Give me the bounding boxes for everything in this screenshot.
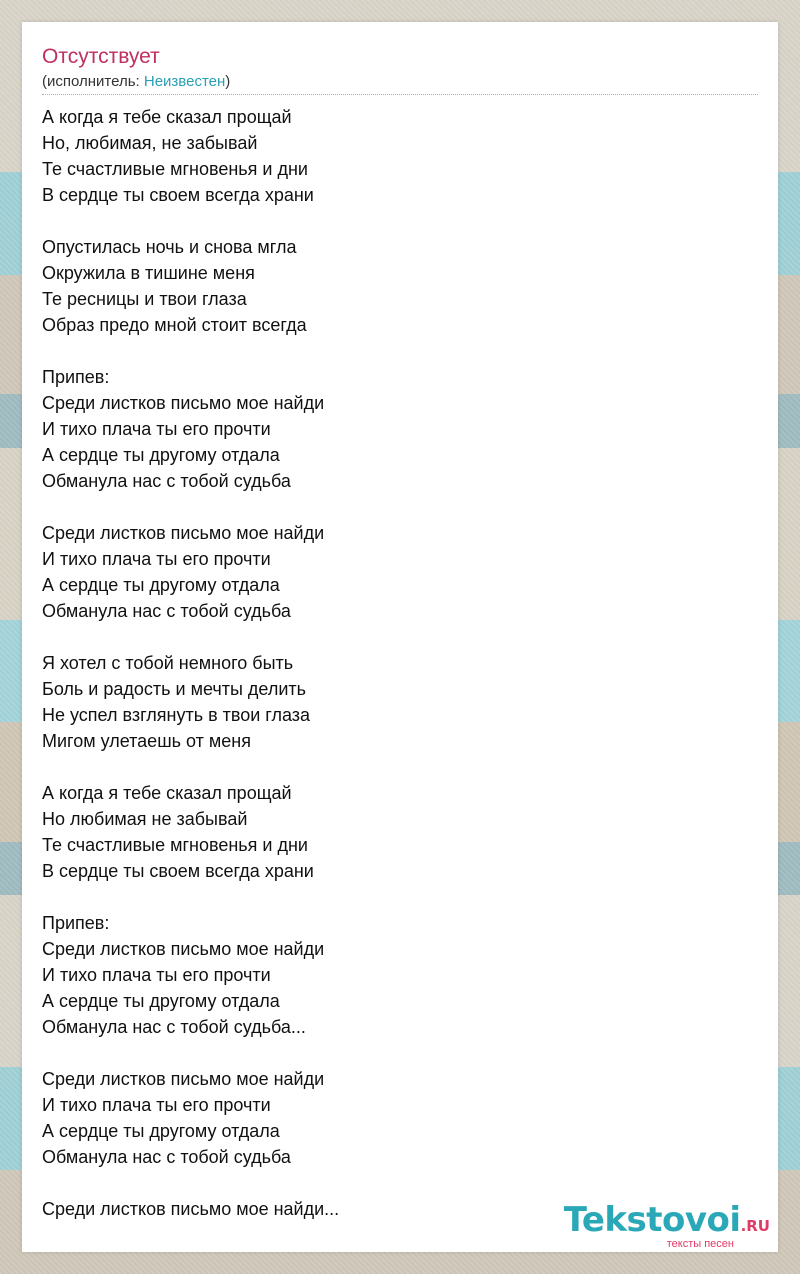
lyrics-line: И тихо плача ты его прочти [42,965,271,985]
lyrics-line: Обманула нас с тобой судьба [42,1147,291,1167]
performer-suffix: ) [225,73,231,90]
lyrics-line: Те счастливые мгновенья и дни [42,159,308,179]
lyrics-line: Боль и радость и мечты делить [42,679,307,699]
performer-link[interactable]: Неизвестен [143,73,226,90]
lyrics-line: А сердце ты другому отдала [42,1121,280,1141]
lyrics-line: Среди листков письмо мое найди [42,1069,325,1089]
lyrics-line: И тихо плача ты его прочти [42,1095,271,1115]
lyrics-blank-line [42,1170,742,1196]
lyrics-line: Те ресницы и твои глаза [42,289,247,309]
lyrics-line: Среди листков письмо мое найди [42,939,325,959]
performer-line [42,72,230,92]
lyrics-line: А сердце ты другому отдала [42,991,280,1011]
lyrics-line: А сердце ты другому отдала [42,445,280,465]
lyrics-line: И тихо плача ты его прочти [42,419,271,439]
lyrics-blank-line [42,754,742,780]
lyrics-line: В сердце ты своем всегда храни [42,185,314,205]
lyrics-line: Среди листков письмо мое найди... [42,1199,340,1219]
lyrics-line: Но, любимая, не забывай [42,133,258,153]
lyrics-line: Припев: [42,913,110,933]
lyrics-line: Припев: [42,367,110,387]
lyrics-line: Мигом улетаешь от меня [42,731,251,751]
performer-prefix: (исполнитель: [42,73,144,90]
lyrics-line: Но любимая не забывай [42,809,248,829]
lyrics-blank-line [42,208,742,234]
lyrics-line: Опустилась ночь и снова мгла [42,237,297,257]
lyrics-line: А когда я тебе сказал прощай [42,783,292,803]
lyrics-line: Не успел взглянуть в твои глаза [42,705,311,725]
lyrics-line: Я хотел с тобой немного быть [42,653,294,673]
lyrics-line: Среди листков письмо мое найди [42,523,325,543]
divider [42,94,758,95]
lyrics-line: Обманула нас с тобой судьба [42,471,291,491]
lyrics-line: А когда я тебе сказал прощай [42,107,292,127]
lyrics-line: Обманула нас с тобой судьба... [42,1017,306,1037]
lyrics-line: А сердце ты другому отдала [42,575,280,595]
lyrics-line: Среди листков письмо мое найди [42,393,325,413]
logo-name: Tekstovoi [563,1200,741,1240]
site-logo[interactable] [564,1202,770,1250]
logo-domain: .RU [740,1217,770,1235]
lyrics-blank-line [42,494,742,520]
lyrics-blank-line [42,338,742,364]
lyrics-blank-line [42,1040,742,1066]
lyrics-line: В сердце ты своем всегда храни [42,861,314,881]
lyrics-line: Образ предо мной стоит всегда [42,315,307,335]
lyrics-text [42,104,742,1222]
lyrics-line: Те счастливые мгновенья и дни [42,835,308,855]
lyrics-card [22,22,778,1252]
song-title: Отсутствует [42,45,160,68]
logo-tagline: тексты песен [666,1238,734,1250]
lyrics-blank-line [42,624,742,650]
lyrics-blank-line [42,884,742,910]
lyrics-line: Окружила в тишине меня [42,263,255,283]
lyrics-line: И тихо плача ты его прочти [42,549,271,569]
lyrics-line: Обманула нас с тобой судьба [42,601,291,621]
